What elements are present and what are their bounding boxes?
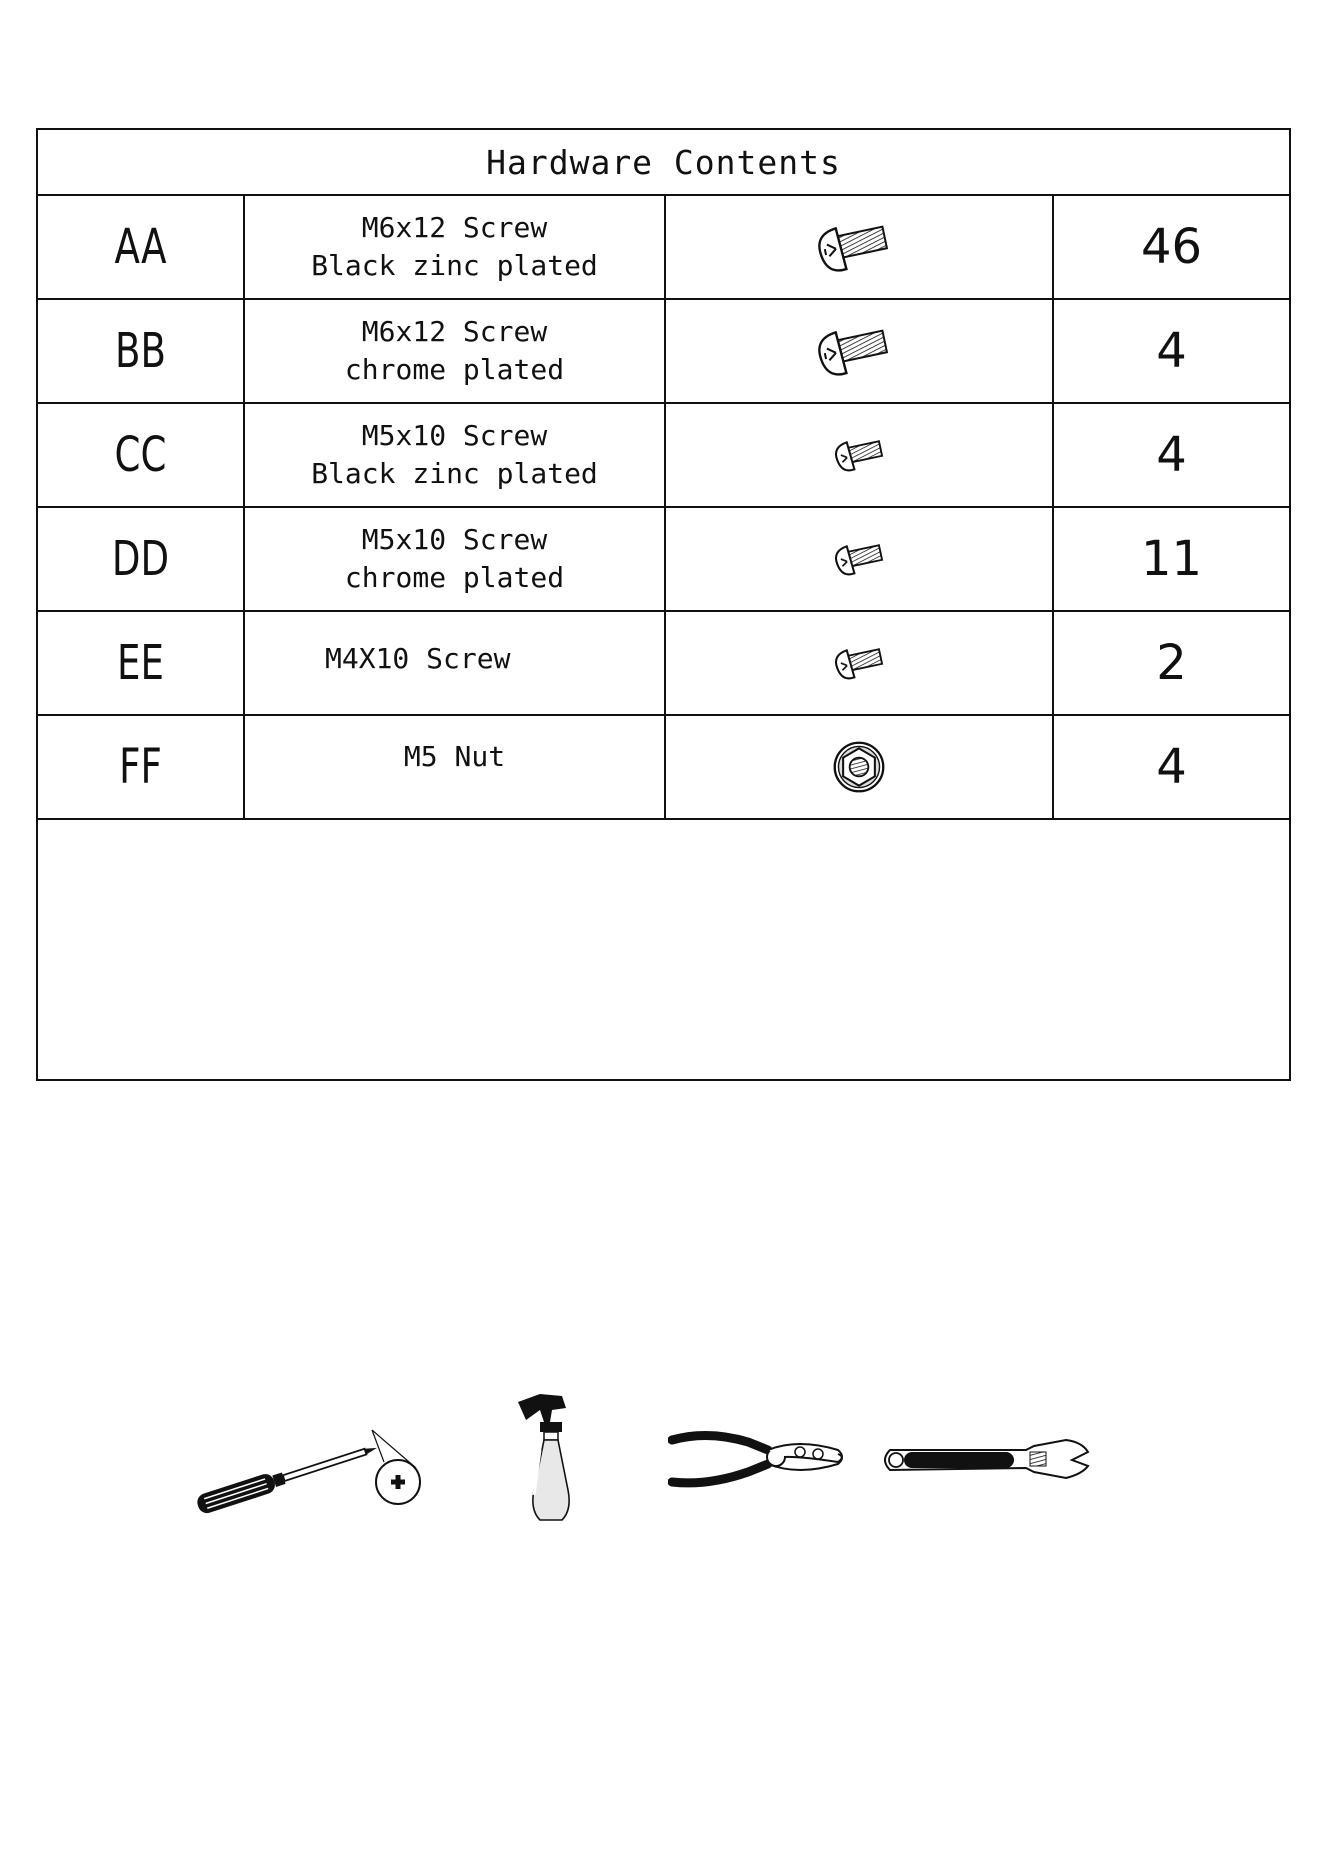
hardware-table: [36, 128, 1291, 1081]
large-screw-icon: [814, 321, 894, 381]
part-size: M5x10 Screw: [361, 419, 548, 452]
part-size: M6x12 Screw: [361, 211, 548, 244]
part-finish: chrome plated: [344, 561, 565, 594]
part-code: DD: [111, 531, 170, 587]
spray-bottle-icon: [510, 1390, 590, 1525]
part-finish: Black zinc plated: [311, 249, 598, 282]
part-description: [243, 716, 664, 818]
part-quantity: 4: [1052, 300, 1289, 402]
part-description: [243, 300, 664, 402]
part-description: [243, 508, 664, 610]
small-screw-icon: [831, 538, 887, 580]
part-size: M5 Nut: [403, 740, 506, 773]
table-row: [38, 196, 1289, 300]
part-size: M6x12 Screw: [361, 315, 548, 348]
part-code: AA: [114, 219, 167, 275]
phillips-screwdriver-icon: [188, 1410, 428, 1520]
pliers-icon: [668, 1424, 848, 1494]
small-screw-icon: [831, 434, 887, 476]
part-finish: Black zinc plated: [311, 457, 598, 490]
part-size: M5x10 Screw: [361, 523, 548, 556]
table-row: [38, 716, 1289, 820]
notes-area: [38, 820, 1289, 1079]
small-screw-icon: [831, 642, 887, 684]
hex-nut-icon: [831, 739, 887, 795]
part-quantity: 4: [1052, 716, 1289, 818]
large-screw-icon: [814, 217, 894, 277]
part-quantity: 4: [1052, 404, 1289, 506]
table-row: [38, 300, 1289, 404]
tools-required: [0, 1390, 1323, 1530]
table-row: [38, 508, 1289, 612]
part-description: [243, 196, 664, 298]
part-quantity: 46: [1052, 196, 1289, 298]
part-code: CC: [114, 427, 167, 483]
part-description: [243, 612, 664, 714]
table-row: [38, 612, 1289, 716]
part-quantity: 2: [1052, 612, 1289, 714]
part-code: BB: [115, 323, 166, 379]
part-description: [243, 404, 664, 506]
part-quantity: 11: [1052, 508, 1289, 610]
table-title: Hardware Contents: [38, 130, 1289, 196]
part-code: EE: [117, 635, 164, 691]
table-row: [38, 404, 1289, 508]
adjustable-wrench-icon: [876, 1430, 1096, 1490]
part-size: M4X10 Screw: [325, 642, 511, 675]
part-finish: chrome plated: [344, 353, 565, 386]
part-code: FF: [119, 739, 162, 795]
